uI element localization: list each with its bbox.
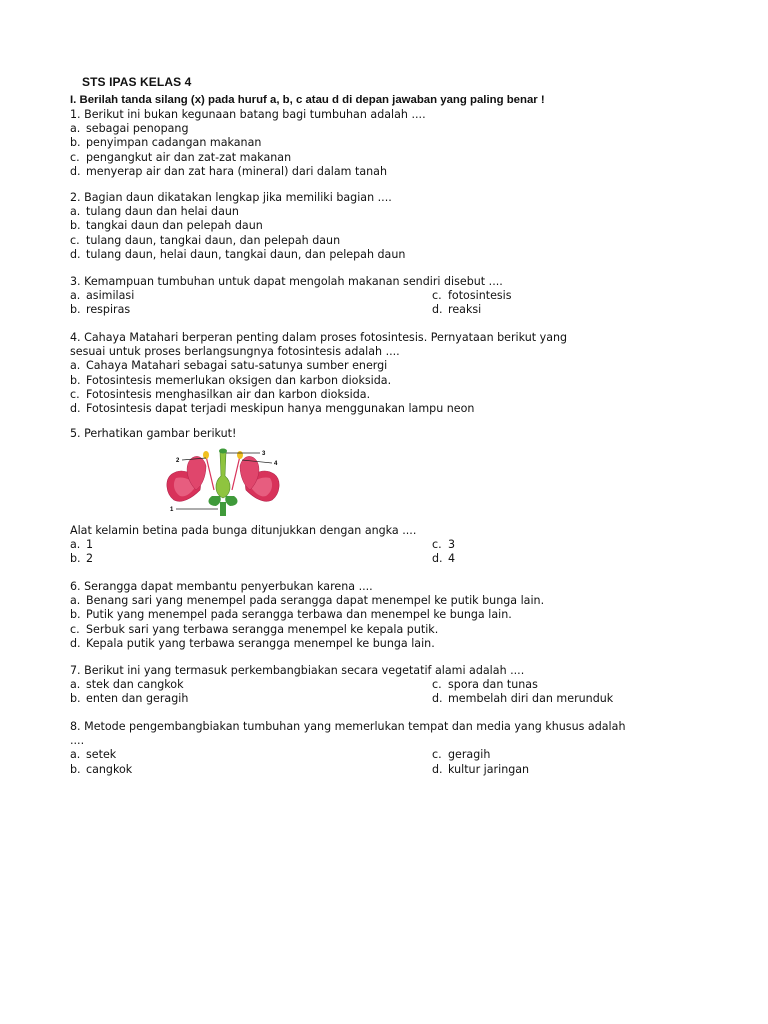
stamen-filament-right <box>232 456 240 490</box>
option-c[interactable]: c. fotosintesis <box>432 289 512 303</box>
question-text: Serangga dapat membantu penyerbukan karena .... <box>84 580 373 593</box>
option-a[interactable]: a. 1 <box>70 538 94 552</box>
option-b[interactable]: b. cangkok <box>70 762 133 776</box>
stamen-filament-left <box>206 456 214 490</box>
question-text: Berikut ini yang termasuk perkembangbiakan secara vegetatif alami adalah .... <box>84 664 525 677</box>
option-c[interactable]: c. spora dan tunas <box>432 678 538 692</box>
question-2 <box>70 191 730 262</box>
question-text: Metode pengembangbiakan tumbuhan yang memerlukan tempat dan media yang khusus adalah <box>84 720 626 733</box>
option-d[interactable]: d. Fotosintesis dapat terjadi meskipun hanya menggunakan lampu neon <box>70 401 475 415</box>
sepal-left <box>209 496 221 506</box>
option-d[interactable]: d. kultur jaringan <box>432 762 530 776</box>
option-a[interactable]: a. setek <box>70 748 117 762</box>
question-text-continued: sesuai untuk proses berlangsungnya fotosintesis adalah .... <box>70 345 400 359</box>
option-b[interactable]: b. 2 <box>70 552 94 566</box>
option-d[interactable]: d. 4 <box>432 552 456 566</box>
figure-label-1: 1 <box>170 507 174 513</box>
question-number: 8. <box>70 720 81 733</box>
question-text: Kemampuan tumbuhan untuk dapat mengolah makanan sendiri disebut .... <box>84 275 503 288</box>
question-number: 2. <box>70 191 81 204</box>
pistil <box>216 452 230 498</box>
figure-label-3: 3 <box>262 451 266 457</box>
question-text: Alat kelamin betina pada bunga ditunjukkan dengan angka .... <box>70 524 417 537</box>
option-c[interactable]: c. pengangkut air dan zat-zat makanan <box>70 150 292 164</box>
option-a[interactable]: a. asimilasi <box>70 289 135 303</box>
option-b[interactable]: b. Fotosintesis memerlukan oksigen dan karbon dioksida. <box>70 373 392 387</box>
figure-label-4: 4 <box>274 461 278 467</box>
option-a[interactable]: a. sebagai penopang <box>70 122 189 136</box>
option-a[interactable]: a. stek dan cangkok <box>70 678 184 692</box>
worksheet-title: STS IPAS KELAS 4 <box>82 75 192 89</box>
option-c[interactable]: c. 3 <box>432 538 456 552</box>
option-d[interactable]: d. menyerap air dan zat hara (mineral) dari dalam tanah <box>70 164 387 178</box>
question-number: 5. <box>70 427 81 440</box>
question-text: Berikut ini bukan kegunaan batang bagi tumbuhan adalah .... <box>84 108 426 121</box>
figure-label-2: 2 <box>176 458 180 464</box>
sepal-right <box>225 496 237 506</box>
question-text: Perhatikan gambar berikut! <box>84 427 237 440</box>
instruction-text: I. Berilah tanda silang (x) pada huruf a, b, c atau d di depan jawaban yang paling benar ! <box>70 94 545 106</box>
option-d[interactable]: d. Kepala putik yang terbawa serangga menempel ke bunga lain. <box>70 636 435 650</box>
question-1 <box>70 108 730 179</box>
question-number: 7. <box>70 664 81 677</box>
stigma <box>219 449 227 454</box>
flower-diagram <box>162 446 284 516</box>
anther-right <box>237 451 243 459</box>
flower-stalk <box>220 502 226 516</box>
option-b[interactable]: b. respiras <box>70 303 131 317</box>
question-number: 6. <box>70 580 81 593</box>
option-b[interactable]: b. penyimpan cadangan makanan <box>70 136 262 150</box>
question-5 <box>70 427 730 441</box>
option-b[interactable]: b. tangkai daun dan pelepah daun <box>70 219 263 233</box>
question-text: Bagian daun dikatakan lengkap jika memiliki bagian .... <box>84 191 392 204</box>
anther-left <box>203 451 209 459</box>
question-6 <box>70 580 730 651</box>
option-b[interactable]: b. Putik yang menempel pada serangga terbawa dan menempel ke bunga lain. <box>70 608 512 622</box>
option-d[interactable]: d. tulang daun, helai daun, tangkai daun, dan pelepah daun <box>70 247 406 261</box>
option-a[interactable]: a. Benang sari yang menempel pada serangga dapat menempel ke putik bunga lain. <box>70 594 545 608</box>
option-a[interactable]: a. Cahaya Matahari sebagai satu-satunya sumber energi <box>70 359 388 373</box>
question-4 <box>70 331 730 416</box>
question-number: 3. <box>70 275 81 288</box>
question-7 <box>70 664 730 707</box>
option-c[interactable]: c. tulang daun, tangkai daun, dan pelepah daun <box>70 233 341 247</box>
question-text: Cahaya Matahari berperan penting dalam proses fotosintesis. Pernyataan berikut yang <box>84 331 568 344</box>
option-b[interactable]: b. enten dan geragih <box>70 692 189 706</box>
question-3 <box>70 275 730 318</box>
option-c[interactable]: c. Serbuk sari yang terbawa serangga menempel ke kepala putik. <box>70 622 439 636</box>
option-d[interactable]: d. membelah diri dan merunduk <box>432 692 614 706</box>
question-text-continued: .... <box>70 734 85 748</box>
option-c[interactable]: c. Fotosintesis menghasilkan air dan karbon dioksida. <box>70 387 371 401</box>
question-5-body <box>70 524 730 567</box>
question-8 <box>70 720 730 777</box>
question-number: 4. <box>70 331 81 344</box>
option-c[interactable]: c. geragih <box>432 748 491 762</box>
option-a[interactable]: a. tulang daun dan helai daun <box>70 205 239 219</box>
option-d[interactable]: d. reaksi <box>432 303 482 317</box>
question-number: 1. <box>70 108 81 121</box>
